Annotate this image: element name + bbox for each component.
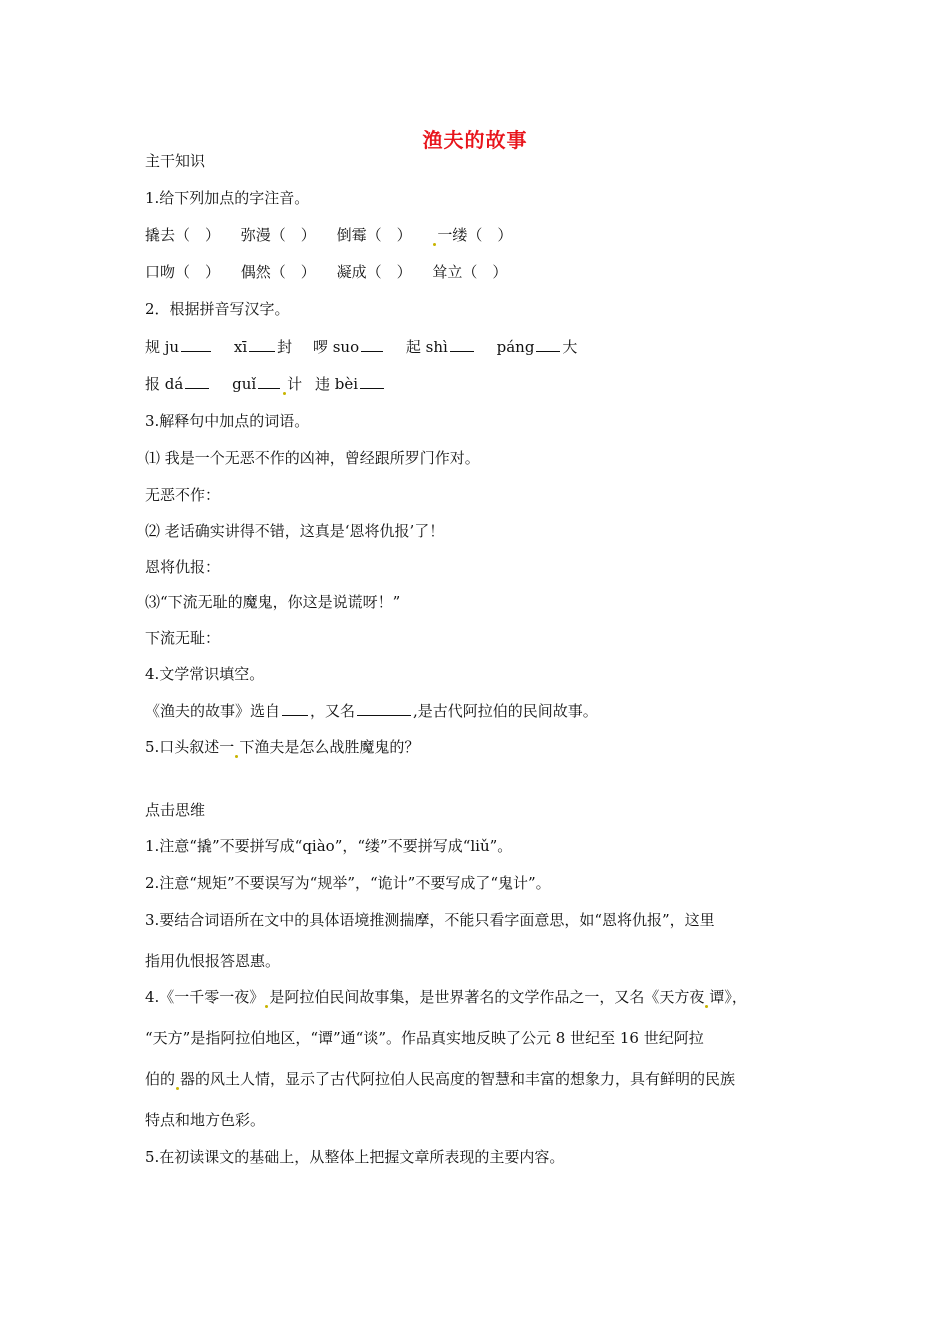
emphasis-dot (235, 755, 238, 758)
word-prompt: 规 ju (145, 338, 180, 356)
sentence-part: 4.《一千零一夜》 (145, 988, 265, 1006)
question-3-prompt: 3.解释句中加点的词语。 (145, 412, 310, 430)
fill-blank (361, 337, 383, 352)
document-title: 渔夫的故事 (422, 128, 528, 152)
question-2-row-1 (145, 336, 577, 358)
word-prompt: 啰 suo (312, 338, 360, 356)
sentence-part: 《渔夫的故事》选自 (145, 702, 281, 720)
question-3-answer-1: 无恶不作： (145, 486, 221, 504)
tip-3-line-1: 3.要结合词语所在文中的具体语境推测揣摩，不能只看字面意思，如“恩将仇报”，这里 (145, 911, 715, 929)
tip-4-line-3 (145, 1068, 735, 1090)
fill-blank (181, 337, 211, 352)
emphasis-dot (433, 243, 436, 246)
question-3-sentence-3: ⑶“下流无耻的魔鬼，你这是说谎呀！” (145, 593, 401, 611)
tip-2: 2.注意“规矩”不要误写为“规举”，“诡计”不要写成了“鬼计”。 (145, 874, 551, 892)
tip-5: 5.在初读课文的基础上，从整体上把握文章所表现的主要内容。 (145, 1148, 565, 1166)
pinyin-item: 口吻（ ） (145, 263, 221, 281)
pinyin-item: 一缕（ ） (437, 226, 513, 244)
emphasis-dot (176, 1087, 179, 1090)
fill-blank (450, 337, 474, 352)
sentence-part: 伯的 (145, 1070, 176, 1088)
fill-blank (536, 337, 560, 352)
question-5 (145, 736, 419, 758)
sentence-part: 是阿拉伯民间故事集，是世界著名的文学作品之一，又名《天方夜 (269, 988, 705, 1006)
fill-blank (249, 337, 275, 352)
question-3-answer-3: 下流无耻： (145, 629, 221, 647)
fill-blank (185, 374, 209, 389)
sentence-part: 下渔夫是怎么战胜魔鬼的？ (239, 738, 420, 756)
word-prompt: 封 (277, 338, 293, 356)
sentence-part: 谭》， (709, 988, 747, 1006)
question-4-prompt: 4.文学常识填空。 (145, 665, 265, 683)
pinyin-item: 撬去（ ） (145, 226, 221, 244)
fill-blank (357, 701, 411, 716)
question-2-prompt: 2．根据拼音写汉字。 (145, 300, 290, 318)
word-prompt: 大 (562, 338, 578, 356)
word-prompt: 违 bèi (314, 375, 359, 393)
tip-1: 1.注意“撬”不要拼写成“qiào”，“缕”不要拼写成“liǔ”。 (145, 837, 513, 855)
word-prompt: 起 shì (405, 338, 448, 356)
emphasis-dot (265, 1005, 268, 1008)
question-1-prompt: 1.给下列加点的字注音。 (145, 189, 310, 207)
pinyin-item: 耸立（ ） (432, 263, 508, 281)
question-3-answer-2: 恩将仇报： (145, 558, 221, 576)
pinyin-item: 弥漫（ ） (240, 226, 316, 244)
question-4-fill (145, 700, 598, 722)
sentence-part: 器的风土人情，显示了古代阿拉伯人民高度的智慧和丰富的想象力，具有鲜明的民族 (180, 1070, 736, 1088)
question-3-sentence-2: ⑵ 老话确实讲得不错，这真是‘恩将仇报’了！ (145, 522, 445, 540)
pinyin-item: 倒霉（ ） (336, 226, 412, 244)
pinyin-item: 偶然（ ） (240, 263, 316, 281)
word-prompt: páng (496, 338, 535, 356)
tip-4-line-2: “天方”是指阿拉伯地区，“谭”通“谈”。作品真实地反映了公元 8 世纪至 16 世纪阿拉 (145, 1029, 704, 1047)
sentence-part: 5.口头叙述一 (145, 738, 235, 756)
tip-4-line-4: 特点和地方色彩。 (145, 1111, 266, 1129)
question-3-sentence-1: ⑴ 我是一个无恶不作的凶神，曾经跟所罗门作对。 (145, 449, 480, 467)
word-prompt: 计 (287, 375, 303, 393)
question-1-row-2 (145, 261, 507, 283)
question-1-row-1 (145, 224, 512, 246)
emphasis-dot (705, 1005, 708, 1008)
fill-blank (282, 701, 308, 716)
fill-blank (360, 374, 384, 389)
word-prompt: 报 dá (145, 375, 184, 393)
tip-4-line-1 (145, 986, 747, 1008)
question-2-row-2 (145, 373, 386, 395)
word-prompt: guǐ (232, 375, 257, 393)
emphasis-dot (283, 392, 286, 395)
fill-blank (258, 374, 280, 389)
sentence-part: ,是古代阿拉伯的民间故事。 (413, 702, 598, 720)
sentence-part: ，又名 (310, 702, 356, 720)
section-heading-thinking: 点击思维 (145, 801, 206, 819)
tip-3-line-2: 指用仇恨报答恩惠。 (145, 952, 281, 970)
pinyin-item: 凝成（ ） (336, 263, 412, 281)
section-heading-main: 主干知识 (145, 152, 206, 170)
word-prompt: xī (233, 338, 248, 356)
